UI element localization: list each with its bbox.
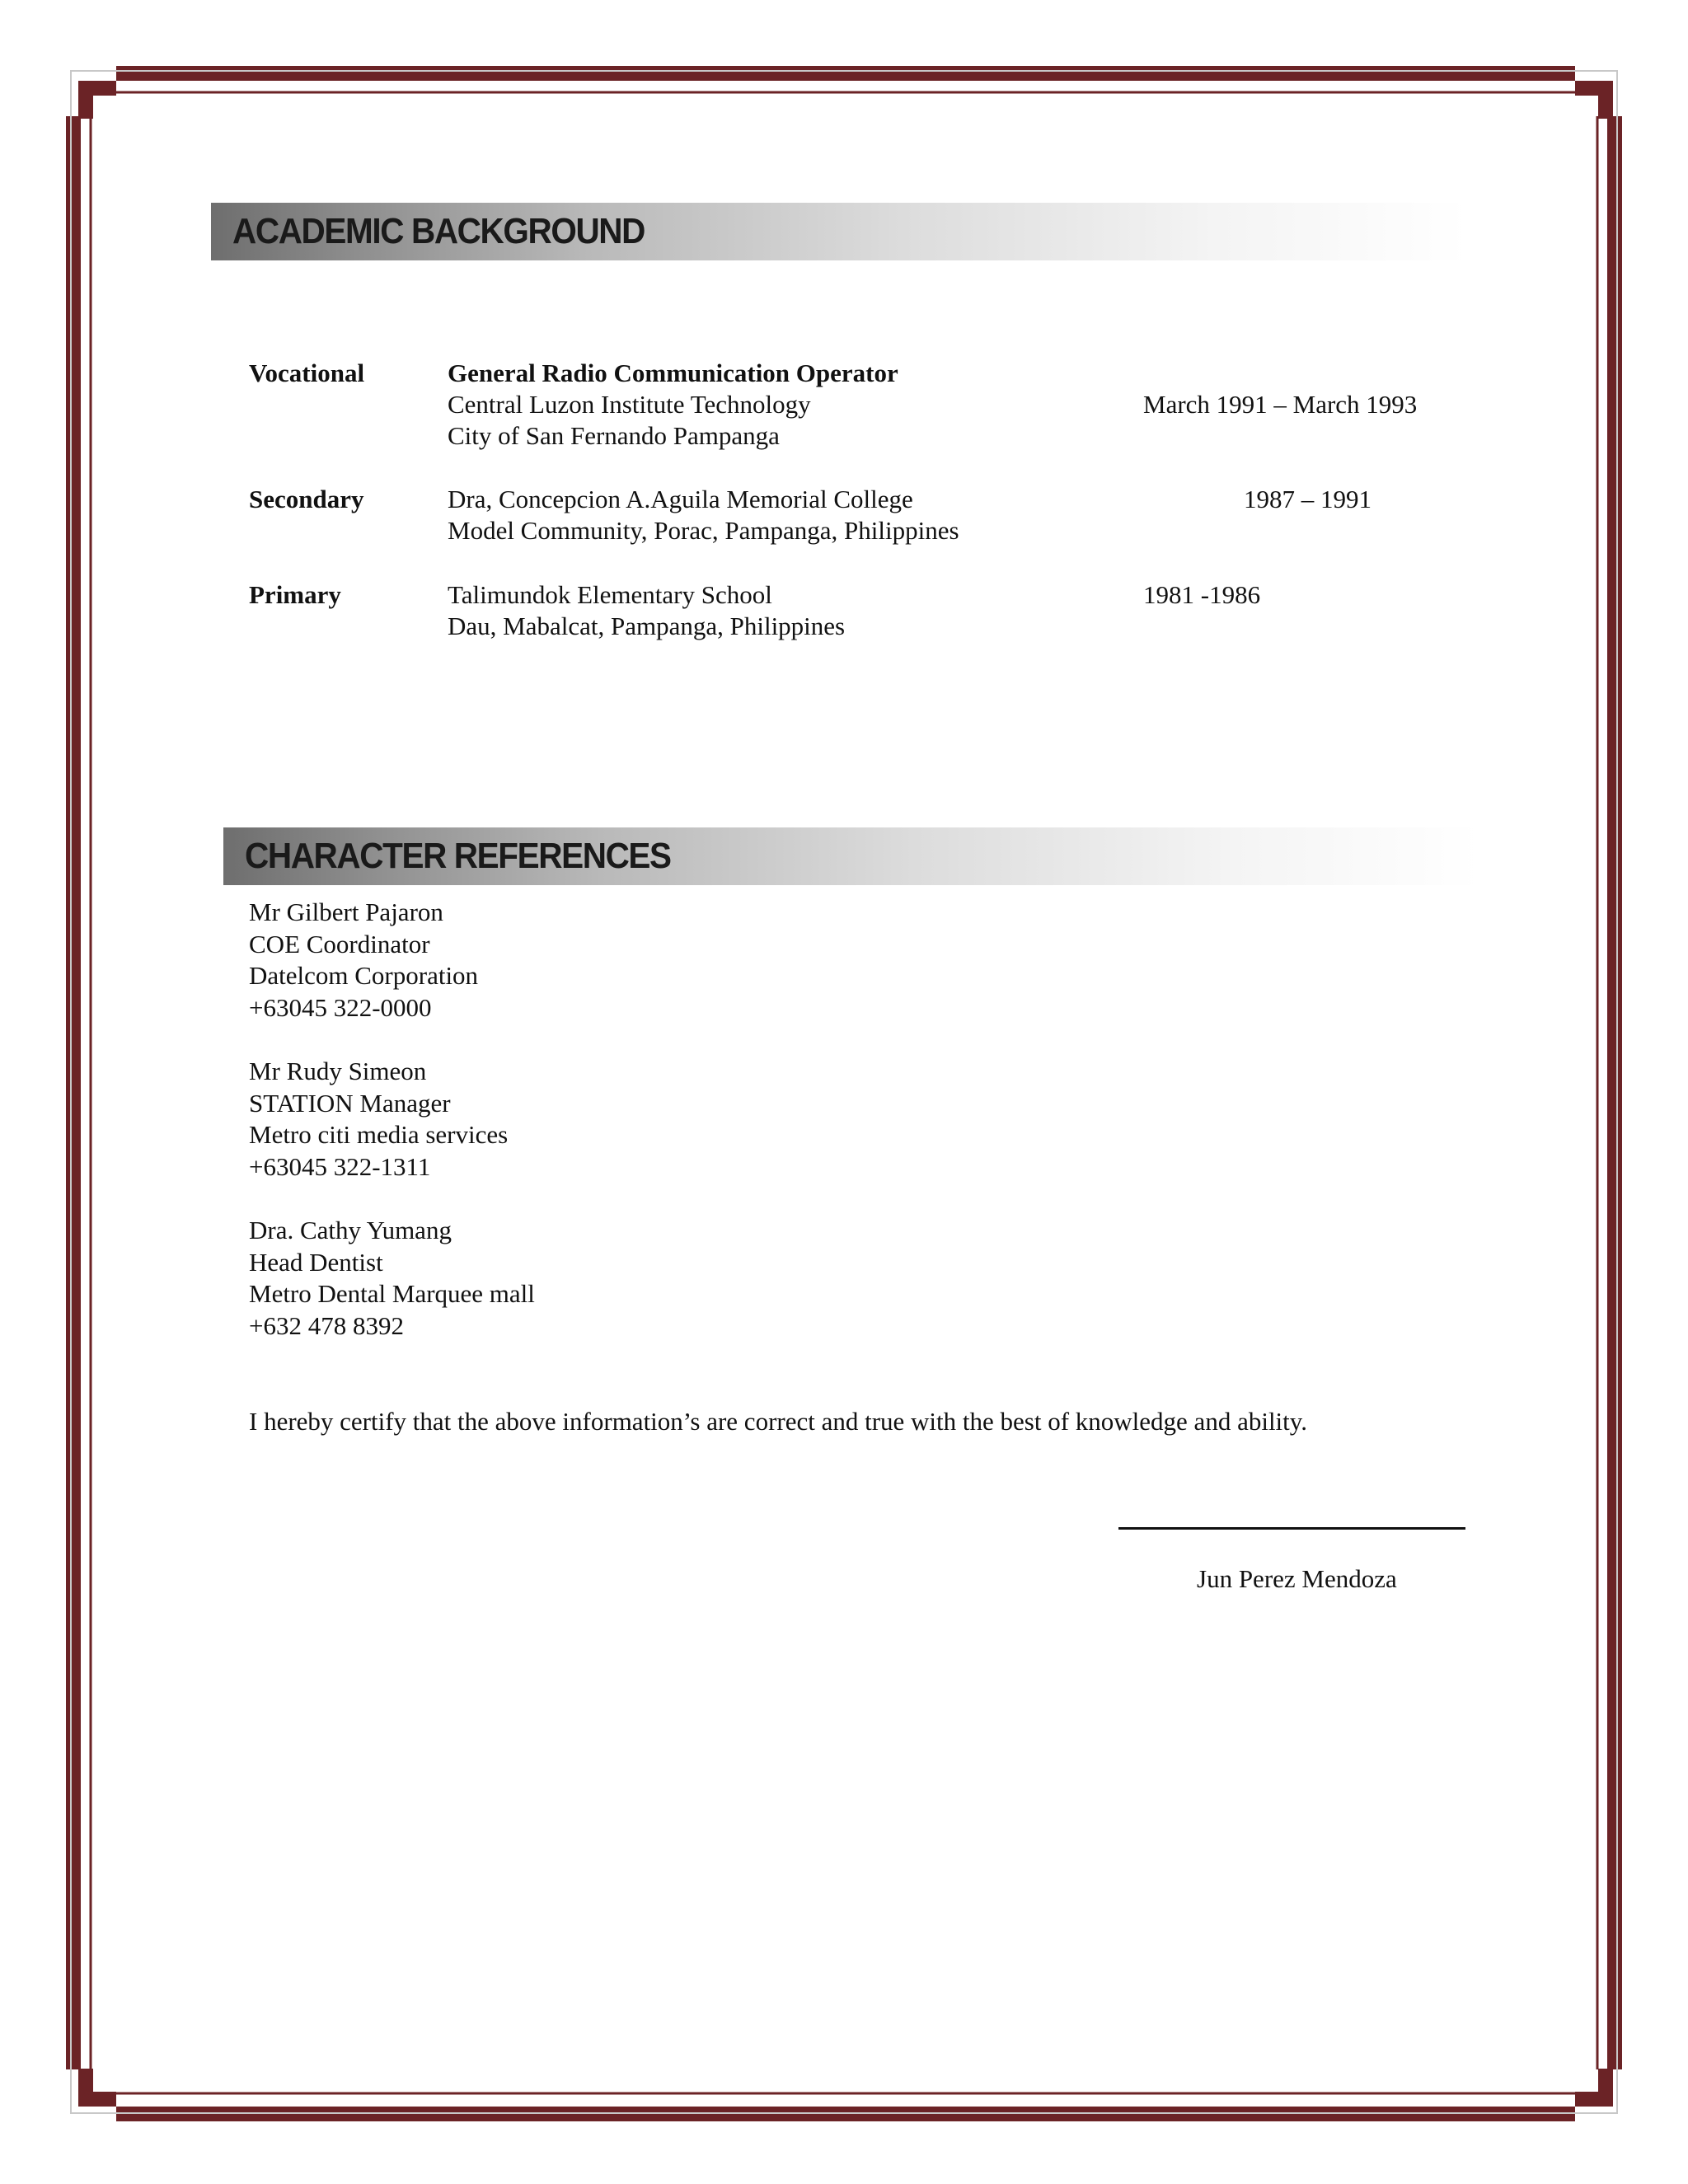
vocational-course: General Radio Communication Operator <box>448 359 898 387</box>
vocational-school: Central Luzon Institute Technology <box>448 390 811 419</box>
education-level-vocational: Vocational <box>249 359 365 387</box>
reference-entry <box>249 897 478 1024</box>
academic-background-heading: ACADEMIC BACKGROUND <box>232 211 645 251</box>
vocational-location: City of San Fernando Pampanga <box>448 421 780 450</box>
primary-years: 1981 -1986 <box>1143 580 1261 609</box>
primary-location: Dau, Mabalcat, Pampanga, Philippines <box>448 612 846 640</box>
reference-phone: +63045 322-0000 <box>249 992 432 1022</box>
character-references-banner <box>223 827 1479 885</box>
signatory-name: Jun Perez Mendoza <box>1197 1564 1397 1593</box>
reference-company: Metro citi media services <box>249 1120 509 1149</box>
reference-company: Datelcom Corporation <box>249 961 479 990</box>
reference-entry <box>249 1056 508 1183</box>
reference-phone: +632 478 8392 <box>249 1310 404 1340</box>
academic-background-banner <box>211 203 1467 260</box>
reference-name: Dra. Cathy Yumang <box>249 1216 452 1244</box>
reference-position: Head Dentist <box>249 1247 383 1277</box>
education-level-secondary: Secondary <box>249 485 364 513</box>
primary-school: Talimundok Elementary School <box>448 580 772 609</box>
education-level-primary: Primary <box>249 580 341 609</box>
signature-line <box>1118 1527 1465 1530</box>
reference-name: Mr Rudy Simeon <box>249 1057 427 1085</box>
reference-entry <box>249 1215 535 1342</box>
reference-position: STATION Manager <box>249 1088 451 1118</box>
certification-statement: I hereby certify that the above information’s are correct and true with the best of knowledge and ability. <box>249 1407 1308 1436</box>
secondary-years: 1987 – 1991 <box>1244 485 1372 513</box>
vocational-years: March 1991 – March 1993 <box>1143 390 1418 419</box>
character-references-heading: CHARACTER REFERENCES <box>245 836 671 876</box>
reference-phone: +63045 322-1311 <box>249 1151 431 1181</box>
reference-name: Mr Gilbert Pajaron <box>249 898 443 926</box>
secondary-school: Dra, Concepcion A.Aguila Memorial College <box>448 485 913 513</box>
reference-position: COE Coordinator <box>249 929 430 958</box>
reference-company: Metro Dental Marquee mall <box>249 1279 535 1308</box>
secondary-location: Model Community, Porac, Pampanga, Philippines <box>448 516 959 545</box>
